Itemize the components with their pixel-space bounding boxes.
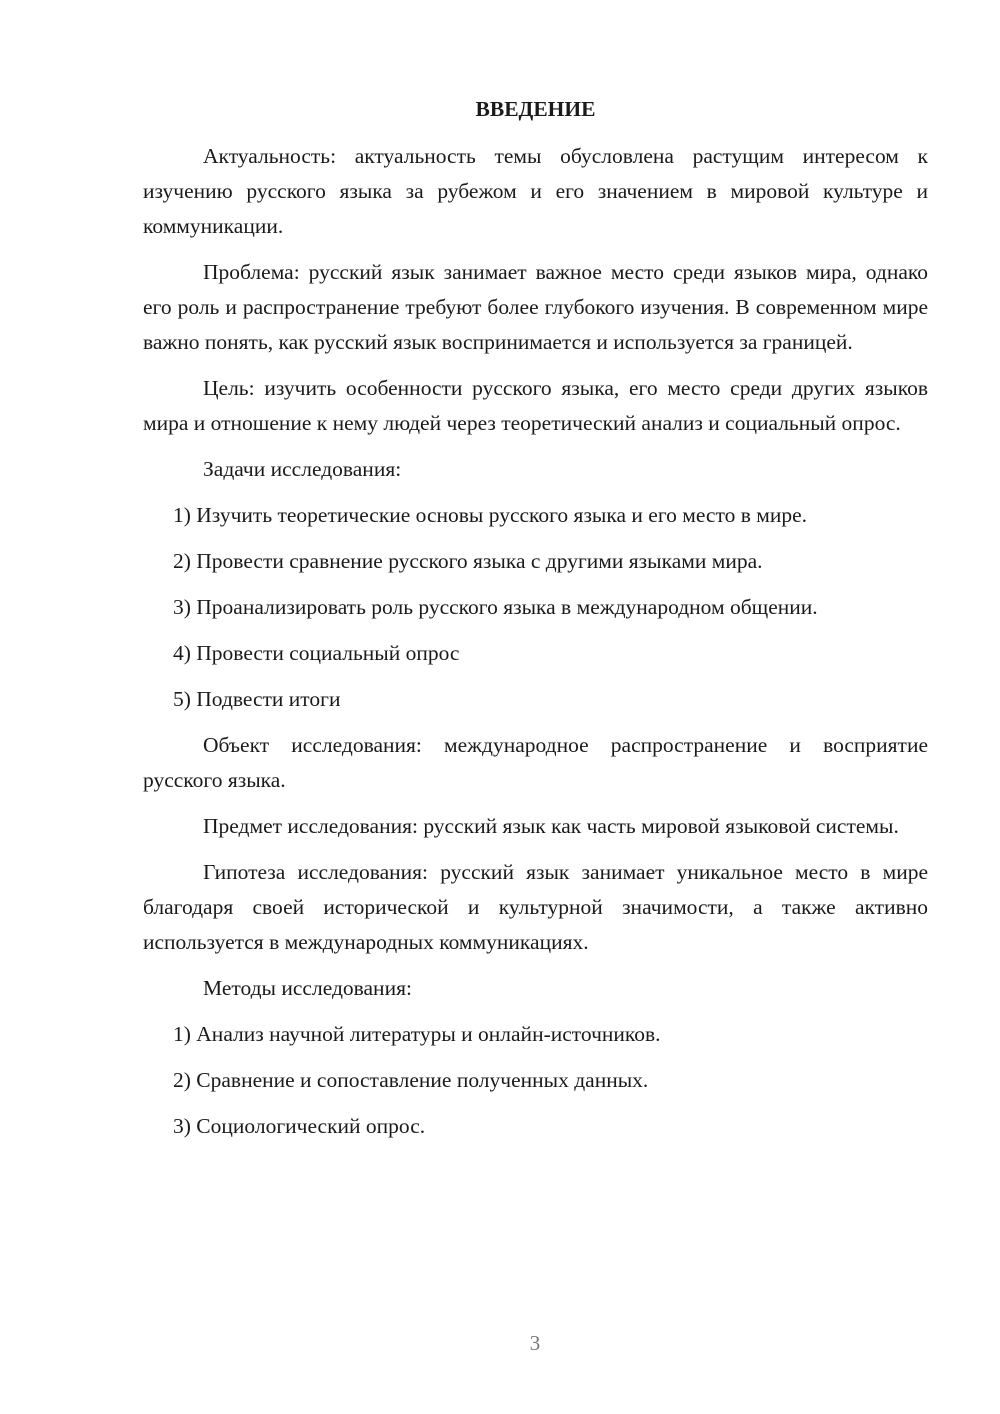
section-heading: ВВЕДЕНИЕ [475,97,596,121]
methods-title: Методы исследования: [203,976,412,1000]
subject-paragraph: Предмет исследования: русский язык как часть мировой языковой системы. [203,814,899,838]
goal-paragraph: Цель: изучить особенности русского языка, его место среди других языков мира и отношение к нему людей через теоретический анализ и социальный опрос. [143,376,928,435]
problem-paragraph: Проблема: русский язык занимает важное место среди языков мира, однако его роль и распространение требуют более глубокого изучения. В современном мире важно понять, как русский язык воспринимается и используется за границей. [143,260,928,354]
tasks-title: Задачи исследования: [203,457,402,481]
document-page [143,92,928,1155]
task-item: 2) Провести сравнение русского языка с другими языками мира. [173,549,763,573]
task-item: 1) Изучить теоретические основы русского языка и его место в мире. [173,503,808,527]
hypothesis-paragraph: Гипотеза исследования: русский язык занимает уникальное место в мире благодаря своей исторической и культурной значимости, а также активно используется в международных коммуникациях. [143,860,928,954]
method-item: 3) Социологический опрос. [173,1114,426,1138]
page-number: 3 [529,1331,541,1355]
task-item: 5) Подвести итоги [173,687,341,711]
task-item: 4) Провести социальный опрос [173,641,460,665]
task-item: 3) Проанализировать роль русского языка в международном общении. [173,595,818,619]
method-item: 1) Анализ научной литературы и онлайн-источников. [173,1022,661,1046]
relevance-paragraph: Актуальность: актуальность темы обусловлена растущим интересом к изучению русского языка за рубежом и его значением в мировой культуре и коммуникации. [143,144,928,238]
object-paragraph: Объект исследования: международное распространение и восприятие русского языка. [143,733,928,792]
method-item: 2) Сравнение и сопоставление полученных данных. [173,1068,649,1092]
